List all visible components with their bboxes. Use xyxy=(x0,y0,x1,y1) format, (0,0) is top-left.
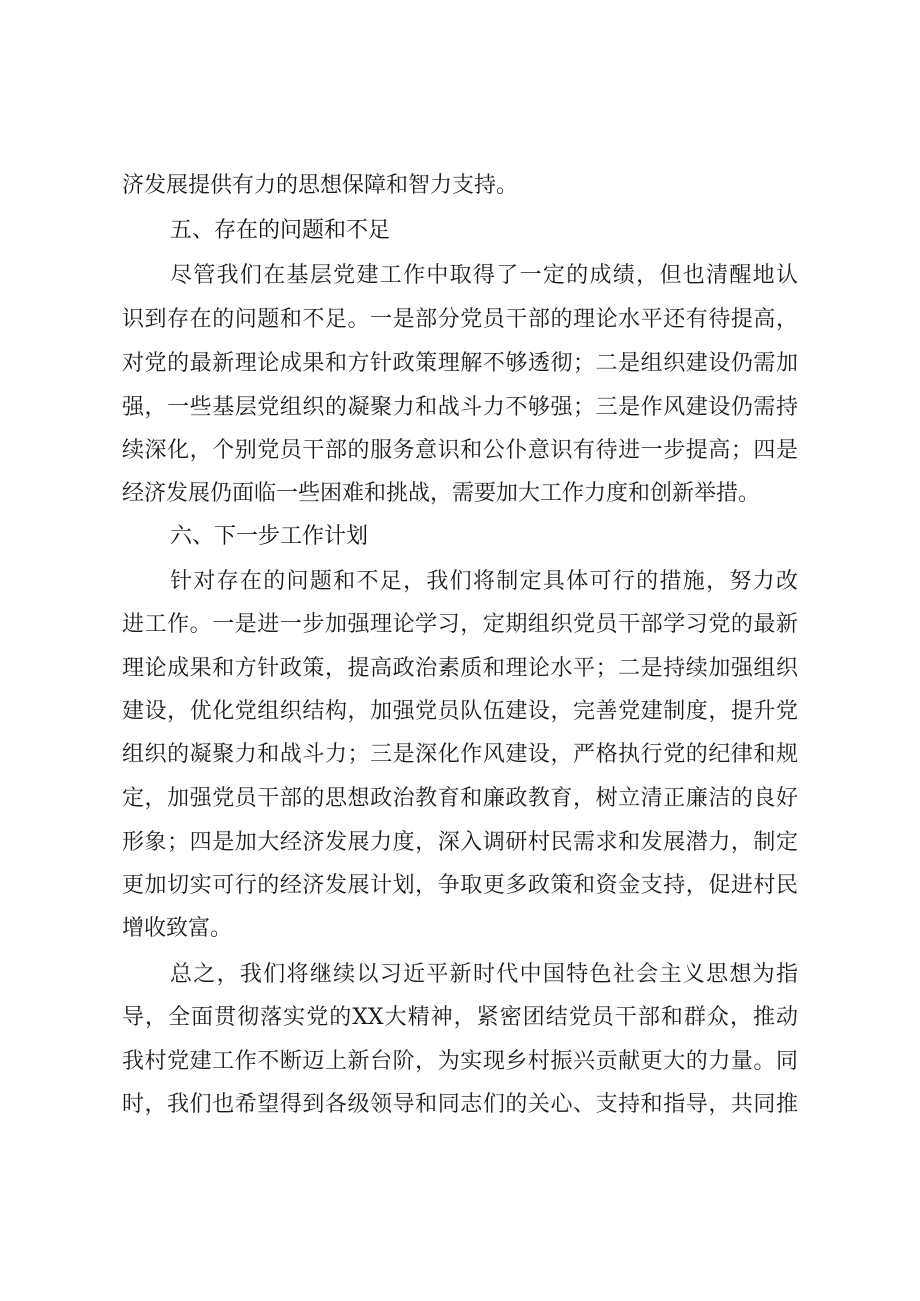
section6-line: 建设，优化党组织结构，加强党员队伍建设，完善党建制度，提升党 xyxy=(122,699,798,724)
section5-line: 续深化，个别党员干部的服务意识和公仆意识有待进一步提高；四是 xyxy=(122,438,798,463)
conclusion-line: 总之，我们将继续以习近平新时代中国特色社会主义思想为指 xyxy=(170,962,798,987)
conclusion-line: 我村党建工作不断迈上新台阶，为实现乡村振兴贡献更大的力量。同 xyxy=(122,1049,798,1074)
section6-heading: 六、下一步工作计划 xyxy=(170,524,369,549)
section5-line: 尽管我们在基层党建工作中取得了一定的成绩，但也清醒地认 xyxy=(170,263,798,288)
section5-line: 识到存在的问题和不足。一是部分党员干部的理论水平还有待提高， xyxy=(122,307,798,332)
section5-line: 强，一些基层党组织的凝聚力和战斗力不够强；三是作风建设仍需持 xyxy=(122,395,798,420)
section6-line: 形象；四是加大经济发展力度，深入调研村民需求和发展潜力，制定 xyxy=(122,830,798,855)
section6-line: 增收致富。 xyxy=(122,916,233,941)
section6-line: 理论成果和方针政策，提高政治素质和理论水平；二是持续加强组织 xyxy=(122,656,798,681)
section6-line: 定，加强党员干部的思想政治教育和廉政教育，树立清正廉洁的良好 xyxy=(122,786,798,811)
section5-line: 对党的最新理论成果和方针政策理解不够透彻；二是组织建设仍需加 xyxy=(122,351,798,376)
conclusion-line: 时，我们也希望得到各级领导和同志们的关心、支持和指导，共同推 xyxy=(122,1092,798,1117)
section5-line: 经济发展仍面临一些困难和挑战，需要加大工作力度和创新举措。 xyxy=(122,481,761,506)
section6-line: 针对存在的问题和不足，我们将制定具体可行的措施，努力改 xyxy=(170,569,798,594)
section6-line: 进工作。一是进一步加强理论学习，定期组织党员干部学习党的最新 xyxy=(122,612,798,637)
section5-heading: 五、存在的问题和不足 xyxy=(170,218,391,243)
section6-line: 组织的凝聚力和战斗力；三是深化作风建设，严格执行党的纪律和规 xyxy=(122,742,798,767)
conclusion-line: 导，全面贯彻落实党的XX大精神，紧密团结党员干部和群众，推动 xyxy=(122,1005,798,1030)
intro-tail-line: 济发展提供有力的思想保障和智力支持。 xyxy=(122,173,519,198)
section6-line: 更加切实可行的经济发展计划，争取更多政策和资金支持，促进村民 xyxy=(122,873,798,898)
